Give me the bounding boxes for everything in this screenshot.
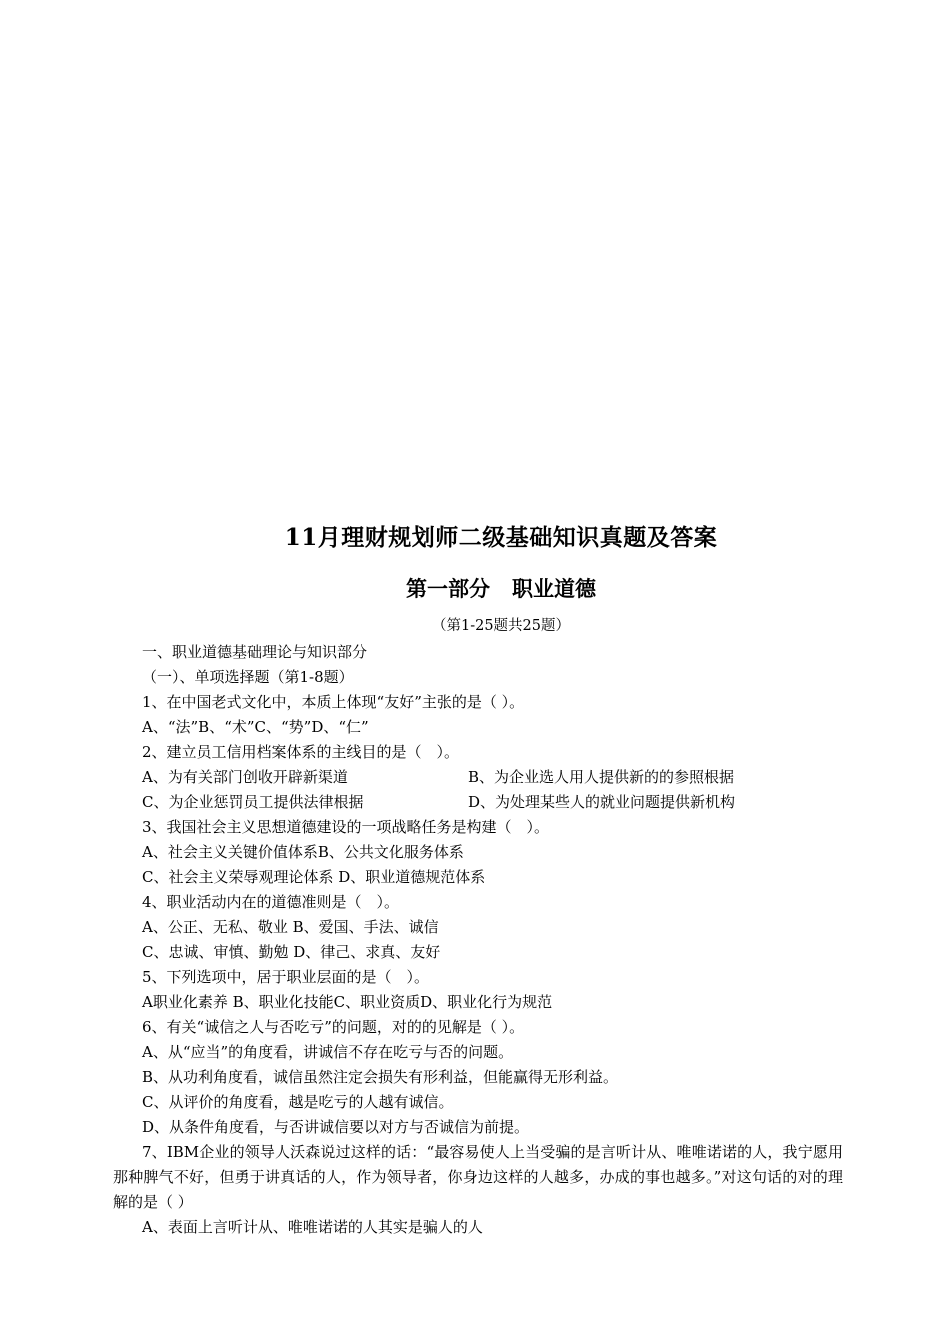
section-heading: 一、职业道德基础理论与知识部分: [142, 643, 368, 661]
question-4-options-line-1: A、公正、无私、敬业 B、爱国、手法、诚信: [142, 918, 439, 936]
question-3-stem: 3、我国社会主义思想道德建设的一项战略任务是构建（ ）。: [142, 818, 550, 836]
question-6-option-a: A、从“应当”的角度看，讲诚信不存在吃亏与否的问题。: [142, 1043, 514, 1061]
question-3-options-line-2: C、社会主义荣辱观理论体系 D、职业道德规范体系: [142, 868, 486, 886]
question-2-option-d: D、为处理某些人的就业问题提供新机构: [468, 793, 736, 811]
question-1-options: A、“法”B、“术”C、“势”D、“仁”: [142, 718, 369, 736]
question-5-stem: 5、下列选项中，居于职业层面的是（ ）。: [142, 968, 430, 986]
question-5-options: A职业化素养 B、职业化技能C、职业资质D、职业化行为规范: [142, 993, 553, 1011]
document-title: 11月理财规划师二级基础知识真题及答案: [284, 524, 718, 551]
question-6-stem: 6、有关“诚信之人与否吃亏”的问题，对的的见解是（ ）。: [142, 1018, 525, 1036]
question-2-option-c: C、为企业惩罚员工提供法律根据: [142, 793, 364, 811]
question-7-option-a: A、表面上言听计从、唯唯诺诺的人其实是骗人的人: [142, 1218, 483, 1236]
question-4-stem: 4、职业活动内在的道德准则是（ ）。: [142, 893, 400, 911]
document-body: [113, 640, 843, 1240]
question-1-stem: 1、在中国老式文化中，本质上体现“友好”主张的是（ ）。: [142, 693, 525, 711]
question-2-option-a: A、为有关部门创收开辟新渠道: [142, 768, 348, 786]
question-6-option-d: D、从条件角度看，与否讲诚信要以对方与否诚信为前提。: [142, 1118, 530, 1136]
question-6-option-b: B、从功利角度看，诚信虽然注定会损失有形利益，但能赢得无形利益。: [142, 1068, 619, 1086]
question-3-options-line-1: A、社会主义关键价值体系B、公共文化服务体系: [142, 843, 464, 861]
part-heading: 第一部分 职业道德: [406, 576, 596, 601]
subsection-heading: （一）、单项选择题（第1-8题）: [142, 668, 354, 686]
question-2-stem: 2、建立员工信用档案体系的主线目的是（ ）。: [142, 743, 460, 761]
question-7-stem: 7、IBM企业的领导人沃森说过这样的话：“最容易使人上当受骗的是言听计从、唯唯诺诺的人，我宁愿用那种脾气不好，但勇于讲真话的人，作为领导者，你身边这样的人越多，办成的事也越多。”对这句话的对的理解的是（ ）: [113, 1143, 843, 1211]
question-6-option-c: C、从评价的角度看，越是吃亏的人越有诚信。: [142, 1093, 454, 1111]
question-2-options-row-1: [113, 765, 843, 790]
question-2-option-b: B、为企业选人用人提供新的的参照根据: [468, 768, 735, 786]
question-4-options-line-2: C、忠诚、审慎、勤勉 D、律己、求真、友好: [142, 943, 441, 961]
question-2-options-row-2: [113, 790, 843, 815]
question-range: （第1-25题共25题）: [431, 618, 571, 634]
